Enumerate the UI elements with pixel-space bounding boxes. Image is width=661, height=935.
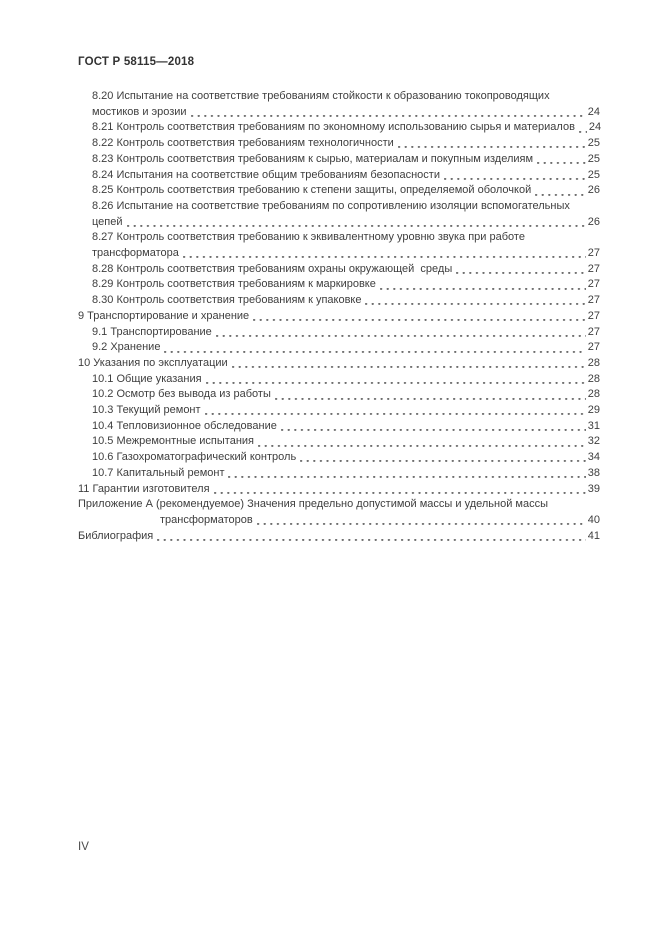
toc-entry [78, 230, 600, 261]
toc-entry-page-number: 28 [587, 356, 600, 369]
toc-entry-line [92, 372, 600, 388]
toc-entry-page-number: 26 [587, 215, 600, 228]
dot-leader [191, 105, 586, 121]
toc-entry-line [78, 529, 600, 545]
dot-leader [157, 529, 586, 545]
toc-entry [78, 293, 600, 309]
toc-entry-page-number: 25 [587, 152, 600, 165]
dot-leader [258, 434, 586, 450]
toc-entry-line [92, 387, 600, 403]
toc-entry-text: 8.25 Контроль соответствия требованию к степени защиты, определяемой оболочкой [92, 184, 532, 197]
toc-entry-line [92, 246, 600, 262]
toc-entry-page-number: 24 [588, 121, 602, 134]
toc-entry-line [92, 262, 600, 278]
toc-entry [78, 356, 600, 372]
toc-entry-text: 8.23 Контроль соответствия требованиям к сырью, материалам и покупным изделиям [92, 152, 534, 165]
toc-entry-page-number: 31 [587, 419, 600, 432]
toc-entry-text: 9 Транспортирование и хранение [78, 309, 250, 322]
toc-entry-page-number: 32 [587, 435, 600, 448]
toc-entry-text: 9.2 Хранение [92, 341, 161, 354]
toc-entry-line [92, 325, 600, 341]
toc-entry-text: 10.5 Межремонтные испытания [92, 435, 255, 448]
toc-entry [78, 340, 600, 356]
toc-entry-text: 10.4 Тепловизионное обследование [92, 419, 277, 432]
toc-entry-text: 8.22 Контроль соответствия требованиям технологичности [92, 137, 394, 150]
toc-entry-page-number: 27 [587, 262, 600, 275]
dot-leader [183, 246, 586, 262]
dot-leader [216, 325, 586, 341]
toc-entry [78, 168, 600, 184]
toc-entry-line [92, 450, 600, 466]
dot-leader [164, 340, 585, 356]
toc-entry-wrapped-text: 8.26 Испытание на соответствие требованиям по сопротивлению изоляции вспомогательных [92, 199, 570, 212]
toc-entry-line [92, 215, 600, 231]
toc-entry-text: трансформатора [92, 247, 179, 260]
toc-list [78, 89, 600, 544]
toc-entry [78, 434, 600, 450]
toc-entry-line [78, 482, 600, 498]
toc-entry-page-number: 27 [587, 309, 600, 322]
toc-entry [78, 152, 600, 168]
toc-entry [78, 529, 600, 545]
toc-entry-text: цепей [92, 215, 123, 228]
toc-entry-text: 10.7 Капитальный ремонт [92, 466, 225, 479]
toc-entry-page-number: 25 [587, 168, 600, 181]
toc-entry-page-number: 39 [587, 482, 600, 495]
toc-entry-line [78, 309, 600, 325]
toc-entry [78, 136, 600, 152]
toc-entry-text: 10.3 Текущий ремонт [92, 404, 201, 417]
toc-entry-line [92, 105, 600, 121]
toc-entry [78, 466, 600, 482]
toc-entry [78, 262, 600, 278]
toc-entry [78, 497, 600, 528]
toc-entry [78, 199, 600, 230]
toc-entry-line [92, 136, 600, 152]
toc-entry [78, 120, 600, 136]
dot-leader [579, 120, 587, 136]
toc-entry-text: Библиография [78, 529, 154, 542]
toc-entry-text: 10 Указания по эксплуатации [78, 356, 228, 369]
dot-leader [300, 450, 586, 466]
toc-entry-line [92, 434, 600, 450]
toc-entry-text: 8.24 Испытания на соответствие общим требованиям безопасности [92, 168, 440, 181]
dot-leader [456, 262, 586, 278]
toc-entry-text: 8.30 Контроль соответствия требованиям к упаковке [92, 294, 362, 307]
toc-entry-page-number: 27 [587, 278, 600, 291]
toc-entry [78, 309, 600, 325]
dot-leader [275, 387, 586, 403]
dot-leader [232, 356, 586, 372]
toc-entry [78, 277, 600, 293]
toc-entry [78, 403, 600, 419]
toc-entry-page-number: 27 [587, 325, 600, 338]
toc-entry-line [92, 120, 600, 136]
toc-entry-page-number: 28 [587, 372, 600, 385]
toc-entry-line [92, 403, 600, 419]
toc-entry-text: 9.1 Транспортирование [92, 325, 212, 338]
dot-leader [127, 215, 586, 231]
toc-entry-page-number: 41 [587, 529, 600, 542]
toc-entry [78, 419, 600, 435]
toc-entry-text: 8.28 Контроль соответствия требованиям охраны окружающей среды [92, 262, 453, 275]
toc-entry-text: 11 Гарантии изготовителя [78, 482, 210, 495]
toc-entry-text: 10.2 Осмотр без вывода из работы [92, 388, 271, 401]
dot-leader [537, 152, 586, 168]
dot-leader [535, 183, 586, 199]
document-header: ГОСТ Р 58115—2018 [78, 56, 195, 68]
toc-entry-text: 8.21 Контроль соответствия требованиям по экономному использованию сырья и материалов [92, 121, 575, 134]
toc-entry-line [92, 293, 600, 309]
toc-entry-line [92, 277, 600, 293]
toc-entry-page-number: 34 [587, 451, 600, 464]
dot-leader [206, 372, 586, 388]
toc-entry [78, 482, 600, 498]
dot-leader [257, 513, 586, 529]
toc-entry-line [78, 356, 600, 372]
toc-entry-page-number: 28 [587, 388, 600, 401]
toc-entry [78, 387, 600, 403]
dot-leader [444, 168, 586, 184]
toc-entry-line [92, 340, 600, 356]
toc-entry-wrapped-text: 8.27 Контроль соответствия требованию к эквивалентному уровню звука при работе [92, 231, 525, 244]
toc-entry-line [92, 419, 600, 435]
dot-leader [380, 277, 586, 293]
toc-entry-page-number: 38 [587, 466, 600, 479]
toc-entry-page-number: 29 [587, 404, 600, 417]
toc-entry-text: 10.6 Газохроматографический контроль [92, 451, 297, 464]
toc-entry-text: 10.1 Общие указания [92, 372, 202, 385]
toc-entry-page-number: 24 [587, 105, 600, 118]
toc-entry-page-number: 27 [587, 247, 600, 260]
toc-entry-wrapped-text: Приложение А (рекомендуемое) Значения предельно допустимой массы и удельной массы [78, 498, 549, 511]
dot-leader [365, 293, 585, 309]
toc-entry-page-number: 27 [587, 294, 600, 307]
toc-entry-line [92, 466, 600, 482]
page-number-footer: IV [78, 841, 89, 853]
toc-entry-line [78, 513, 600, 529]
toc-entry [78, 372, 600, 388]
dot-leader [228, 466, 585, 482]
toc-entry-line [92, 183, 600, 199]
toc-entry-page-number: 40 [587, 513, 600, 526]
toc-entry-line [92, 168, 600, 184]
toc-entry-wrapped-text: 8.20 Испытание на соответствие требованиям стойкости к образованию токопроводящих [92, 90, 550, 102]
dot-leader [281, 419, 586, 435]
toc-entry [78, 325, 600, 341]
dot-leader [205, 403, 586, 419]
toc-entry-text: 8.29 Контроль соответствия требованиям к маркировке [92, 278, 376, 291]
dot-leader [398, 136, 586, 152]
toc-entry-text: мостиков и эрозии [92, 105, 187, 118]
toc-entry-line [92, 152, 600, 168]
toc-entry-page-number: 26 [587, 184, 600, 197]
toc-entry-page-number: 25 [587, 137, 600, 150]
toc-entry [78, 89, 600, 120]
toc-entry-text: трансформаторов [160, 513, 253, 526]
dot-leader [214, 482, 586, 498]
dot-leader [253, 309, 586, 325]
toc-entry [78, 450, 600, 466]
toc-entry-page-number: 27 [587, 341, 600, 354]
toc-entry [78, 183, 600, 199]
